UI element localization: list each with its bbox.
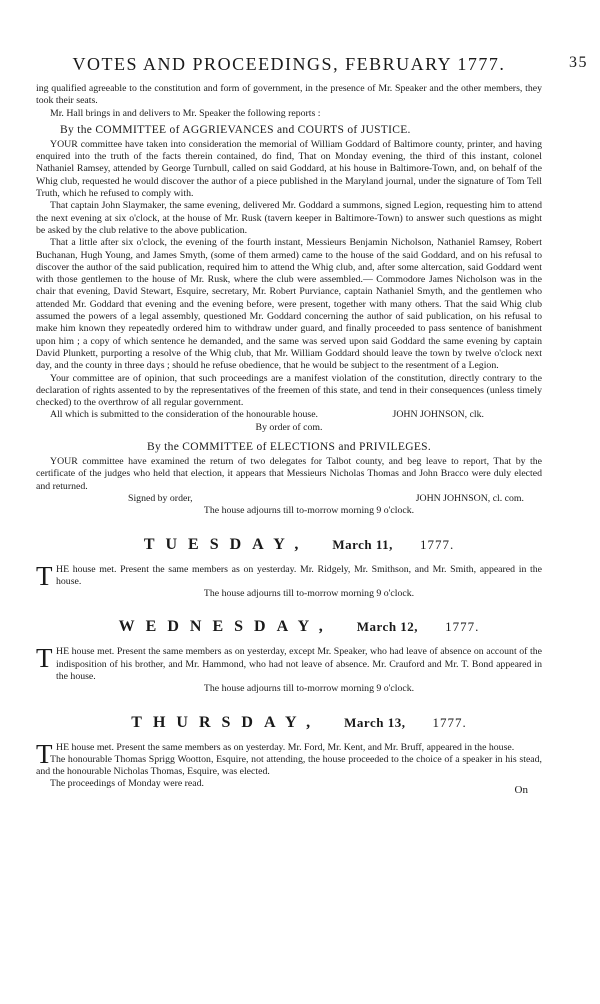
committee-heading: By the COMMITTEE of ELECTIONS and PRIVILEGES. <box>146 441 432 454</box>
clerk-signature: JOHN JOHNSON, clk. <box>392 409 484 421</box>
catchword: On <box>514 784 528 797</box>
report-paragraph: That captain John Slaymaker, the same evening, delivered Mr. Goddard a summons, signed Legion, requesting him to attend the next evening at six o'clock, at the house of Mr. Rusk (tavern keeper in Baltimore-Town) to answer such questions as might be asked by the club relative to the above publication. <box>36 200 542 236</box>
page-title: VOTES AND PROCEEDINGS, FEBRUARY 1777. <box>72 54 506 74</box>
adjourn-line: The house adjourns till to-morrow morning 9 o'clock. <box>203 683 415 695</box>
drop-cap: T <box>36 560 53 591</box>
adjourn-line: The house adjourns till to-morrow morning 9 o'clock. <box>203 588 415 600</box>
year: 1777. <box>445 619 480 635</box>
day-text: HE house met. Present the same members as on yesterday, except Mr. Speaker, who had leave of absence on account of the indisposition of his brother, and Mr. Hammond, who had not leave of absence. Mr. Crauford and Mr. T. Bond appeared in the house. <box>56 646 542 682</box>
report-paragraph: YOUR committee have taken into consideration the memorial of William Goddard of Baltimore county, printer, and having enquired into the truth of the facts therein contained, do find, That on Monday evening, the third of this instant, colonel Nathaniel Ramsey, attended by George Turnbull, called on said Goddard, at his house in Baltimore-Town, and, on behalf of the Whig club, requested he would discover the author of a piece published in the Maryland journal, under the signature of Tom Tell Truth, which he refused to comply with. <box>36 138 542 200</box>
final-line <box>36 778 542 797</box>
day-paragraph <box>36 643 542 683</box>
submission-text: All which is submitted to the consideration of the honourable house. <box>50 409 319 421</box>
day-text: HE house met. Present the same members as on yesterday. Mr. Ford, Mr. Kent, and Mr. Bruff, appeared in the house. <box>56 741 515 753</box>
day-paragraph <box>36 560 542 591</box>
date: March 11, <box>332 536 393 552</box>
weekday: WEDNESDAY, <box>118 618 334 636</box>
weekday: THURSDAY, <box>131 713 322 731</box>
year: 1777. <box>432 714 467 730</box>
day-text: The honourable Thomas Sprigg Wootton, Esquire, not attending, the house proceeded to the choice of a speaker in his stead, and the honourable Nicholas Thomas, Esquire, was elected. <box>36 753 542 778</box>
day-text: The proceedings of Monday were read. <box>50 778 204 790</box>
weekday: TUESDAY, <box>143 535 310 553</box>
date: March 13, <box>344 714 406 730</box>
report-paragraph: That a little after six o'clock, the evening of the fourth instant, Messieurs Benjamin Nicholson, Nathaniel Ramsey, Robert Buchanan, Hugh Young, and James Smyth, (some of them armed) came to the house of the said Goddard, and on his refusal to discover the author of the said publication, required him to attend the Whig club, and, after some altercation, said Goddard went with those gentlemen to the house of Mr. Rusk, where the club were assembled.— Commodore James Nicholson was in the chair that evening, David Stewart, Esquire, secretary, Mr. Robert Purviance, captain Nathaniel Smyth, and the gentlemen who attended Mr. Goddard that evening and the evening before, were present, together with many others. That the said Whig club assumed the powers of a legal assembly, questioned Mr. Goddard concerning the author of said publication, on his refusal to make him known they repeatedly ordered him to withdraw under guard, and finally proceeded to pass sentence of banishment upon him ; a copy of which sentence he demanded, and the same was served upon said Goddard the same evening by captain David Plunkett, purporting a resolve of the Whig club, that Mr. William Goddard should leave the town by twelve o'clock next day, and the county in three days ; should he refuse obedience, that he would be subject to the resentment of a Legion. <box>36 237 542 372</box>
day-text: HE house met. Present the same members as on yesterday. Mr. Ridgely, Mr. Smithson, and Mr. Smith, appeared in the house. <box>56 563 542 587</box>
clerk-signature: JOHN JOHNSON, cl. com. <box>415 492 524 504</box>
committee-heading: By the COMMITTEE of AGGRIEVANCES and COURTS of JUSTICE. <box>60 123 411 136</box>
report-paragraph: YOUR committee have examined the return of two delegates for Talbot county, and beg leave to report, That by the certificate of the judges who held that election, it appears that Messieurs Nicholas Thomas and John Bracco were duly elected and returned. <box>36 456 542 492</box>
drop-cap: T <box>36 738 53 769</box>
submission-line <box>36 409 542 421</box>
signed-by-order: Signed by order, <box>128 492 193 504</box>
signature-line <box>36 493 542 505</box>
date: March 12, <box>356 619 419 635</box>
order-line: By order of com. <box>255 421 323 433</box>
drop-cap: T <box>36 643 53 674</box>
running-head <box>36 54 588 75</box>
day-heading-thursday <box>36 714 542 732</box>
year: 1777. <box>419 536 455 552</box>
page-number: 35 <box>569 54 588 71</box>
opening-line: Mr. Hall brings in and delivers to Mr. Speaker the following reports : <box>50 107 321 119</box>
opening-line: ing qualified agreeable to the constitution and form of government, in the presence of Mr. Speaker and the other members, they took their seats. <box>36 83 542 107</box>
day-heading-tuesday <box>36 536 542 554</box>
adjourn-line: The house adjourns till to-morrow morning 9 o'clock. <box>203 505 415 517</box>
day-heading-wednesday <box>36 618 542 636</box>
report-paragraph: Your committee are of opinion, that such proceedings are a manifest violation of the constitution, directly contrary to the declaration of rights assented to by the representatives of the freemen of this state, and tend in their consequences (unless timely checked) to the overthrow of all regular government. <box>36 372 542 409</box>
